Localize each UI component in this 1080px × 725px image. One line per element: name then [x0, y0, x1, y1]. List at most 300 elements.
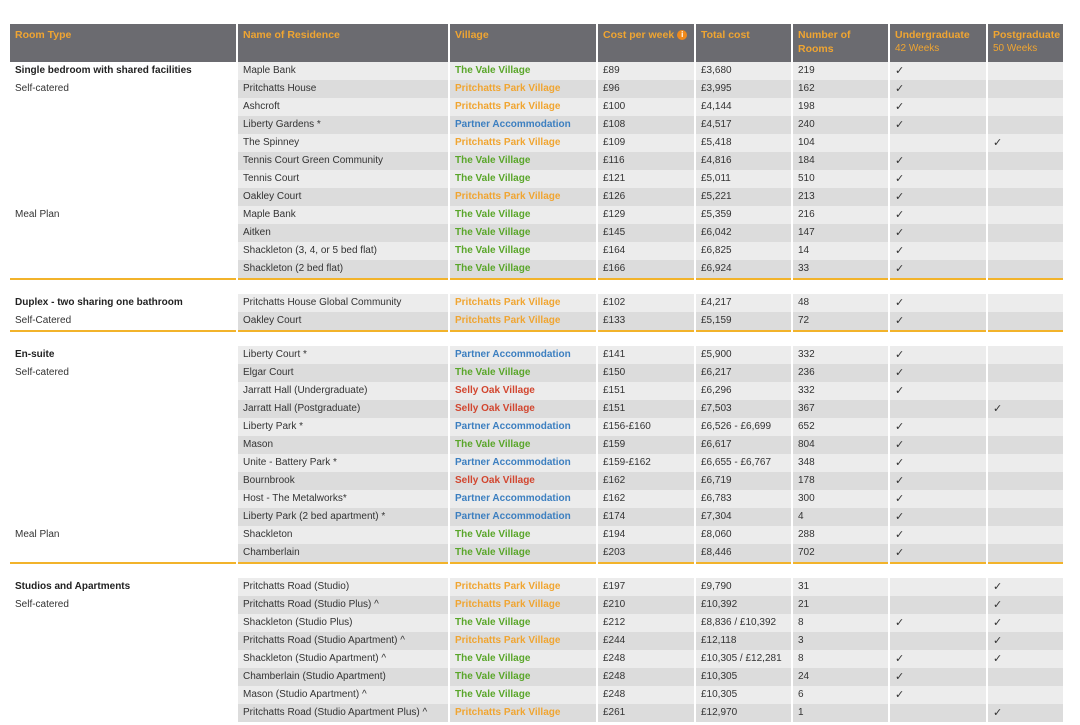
residence-name-cell: Pritchatts Road (Studio Plus) ^ — [237, 596, 449, 614]
total-cost-cell: £4,144 — [695, 98, 792, 116]
village-cell — [449, 614, 597, 632]
undergraduate-tick-cell: ✓ — [889, 312, 987, 331]
village-label: Pritchatts Park Village — [455, 191, 561, 202]
number-of-rooms-cell: 702 — [792, 544, 889, 563]
table-row — [10, 346, 1064, 364]
village-cell — [449, 454, 597, 472]
table-row — [10, 650, 1064, 668]
village-label: Pritchatts Park Village — [455, 635, 561, 646]
undergraduate-tick-cell: ✓ — [889, 614, 987, 632]
village-label: The Vale Village — [455, 689, 531, 700]
total-cost-cell: £10,305 — [695, 668, 792, 686]
postgraduate-tick-cell — [987, 294, 1064, 312]
residence-name-cell: Oakley Court — [237, 188, 449, 206]
undergraduate-tick-cell: ✓ — [889, 116, 987, 134]
postgraduate-tick-cell — [987, 152, 1064, 170]
cost-per-week-cell: £162 — [597, 472, 695, 490]
total-cost-cell: £6,783 — [695, 490, 792, 508]
village-cell — [449, 472, 597, 490]
total-cost-cell: £9,790 — [695, 578, 792, 596]
postgraduate-tick-cell — [987, 312, 1064, 331]
cost-per-week-cell: £151 — [597, 382, 695, 400]
residence-name-cell: Oakley Court — [237, 312, 449, 331]
room-type-cell: Single bedroom with shared facilities — [10, 62, 237, 80]
section-divider — [10, 563, 1064, 578]
table-body — [10, 62, 1064, 722]
room-type-cell — [10, 668, 237, 686]
table-row — [10, 152, 1064, 170]
undergraduate-tick-cell: ✓ — [889, 686, 987, 704]
residence-name-cell: Liberty Park * — [237, 418, 449, 436]
village-label: Pritchatts Park Village — [455, 137, 561, 148]
residence-name-cell: Pritchatts House — [237, 80, 449, 98]
cost-per-week-cell: £156-£160 — [597, 418, 695, 436]
table-row — [10, 170, 1064, 188]
village-cell — [449, 544, 597, 563]
number-of-rooms-cell: 33 — [792, 260, 889, 279]
postgraduate-tick-cell — [987, 526, 1064, 544]
table-row — [10, 596, 1064, 614]
village-label: Pritchatts Park Village — [455, 101, 561, 112]
cost-per-week-cell: £121 — [597, 170, 695, 188]
total-cost-cell: £6,719 — [695, 472, 792, 490]
cost-per-week-cell: £248 — [597, 650, 695, 668]
cost-per-week-cell: £89 — [597, 62, 695, 80]
residence-name-cell: Tennis Court Green Community — [237, 152, 449, 170]
postgraduate-tick-cell — [987, 242, 1064, 260]
number-of-rooms-cell: 219 — [792, 62, 889, 80]
village-label: The Vale Village — [455, 671, 531, 682]
cost-per-week-cell: £248 — [597, 686, 695, 704]
number-of-rooms-cell: 332 — [792, 346, 889, 364]
table-row — [10, 188, 1064, 206]
total-cost-cell: £5,011 — [695, 170, 792, 188]
village-label: Partner Accommodation — [455, 493, 571, 504]
table-row — [10, 134, 1064, 152]
col-village: Village — [449, 24, 597, 62]
postgraduate-tick-cell — [987, 188, 1064, 206]
village-label: Pritchatts Park Village — [455, 315, 561, 326]
postgraduate-tick-cell — [987, 436, 1064, 454]
village-cell — [449, 80, 597, 98]
undergraduate-tick-cell — [889, 134, 987, 152]
total-cost-cell: £5,359 — [695, 206, 792, 224]
undergraduate-tick-cell: ✓ — [889, 80, 987, 98]
village-cell — [449, 364, 597, 382]
total-cost-cell: £12,118 — [695, 632, 792, 650]
undergraduate-tick-cell: ✓ — [889, 490, 987, 508]
total-cost-cell: £6,924 — [695, 260, 792, 279]
village-label: The Vale Village — [455, 65, 531, 76]
table-row — [10, 472, 1064, 490]
residence-name-cell: Shackleton (2 bed flat) — [237, 260, 449, 279]
col-postgraduate-label: Postgraduate — [993, 29, 1061, 41]
village-label: Partner Accommodation — [455, 457, 571, 468]
undergraduate-tick-cell: ✓ — [889, 242, 987, 260]
village-label: The Vale Village — [455, 547, 531, 558]
village-cell — [449, 294, 597, 312]
table-row — [10, 704, 1064, 722]
village-cell — [449, 260, 597, 279]
village-cell — [449, 242, 597, 260]
room-type-cell: Duplex - two sharing one bathroom — [10, 294, 237, 312]
table-row — [10, 312, 1064, 331]
cost-per-week-cell: £159-£162 — [597, 454, 695, 472]
cost-per-week-cell: £150 — [597, 364, 695, 382]
postgraduate-tick-cell — [987, 686, 1064, 704]
undergraduate-tick-cell: ✓ — [889, 152, 987, 170]
room-type-cell: Self-Catered — [10, 312, 237, 331]
total-cost-cell: £4,217 — [695, 294, 792, 312]
residence-name-cell: Shackleton (Studio Apartment) ^ — [237, 650, 449, 668]
section-divider-cell — [10, 279, 1064, 294]
village-label: The Vale Village — [455, 653, 531, 664]
postgraduate-tick-cell — [987, 170, 1064, 188]
cost-per-week-cell: £159 — [597, 436, 695, 454]
number-of-rooms-cell: 184 — [792, 152, 889, 170]
table-row — [10, 80, 1064, 98]
village-cell — [449, 578, 597, 596]
number-of-rooms-cell: 213 — [792, 188, 889, 206]
room-type-cell — [10, 704, 237, 722]
village-cell — [449, 632, 597, 650]
cost-per-week-cell: £141 — [597, 346, 695, 364]
village-cell — [449, 152, 597, 170]
undergraduate-tick-cell: ✓ — [889, 436, 987, 454]
residence-name-cell: Pritchatts Road (Studio Apartment Plus) ^ — [237, 704, 449, 722]
village-label: The Vale Village — [455, 209, 531, 220]
village-cell — [449, 382, 597, 400]
undergraduate-tick-cell: ✓ — [889, 260, 987, 279]
cost-per-week-cell: £96 — [597, 80, 695, 98]
postgraduate-tick-cell: ✓ — [987, 632, 1064, 650]
residence-name-cell: Jarratt Hall (Undergraduate) — [237, 382, 449, 400]
total-cost-cell: £6,217 — [695, 364, 792, 382]
postgraduate-tick-cell: ✓ — [987, 578, 1064, 596]
table-row — [10, 418, 1064, 436]
room-type-cell: En-suite — [10, 346, 237, 364]
village-cell — [449, 400, 597, 418]
room-type-cell — [10, 382, 237, 400]
residence-table — [10, 24, 1065, 722]
postgraduate-tick-cell — [987, 418, 1064, 436]
number-of-rooms-cell: 240 — [792, 116, 889, 134]
cost-per-week-cell: £108 — [597, 116, 695, 134]
total-cost-cell: £5,418 — [695, 134, 792, 152]
village-cell — [449, 508, 597, 526]
undergraduate-tick-cell: ✓ — [889, 294, 987, 312]
room-type-cell: Studios and Apartments — [10, 578, 237, 596]
number-of-rooms-cell: 198 — [792, 98, 889, 116]
room-type-cell — [10, 472, 237, 490]
cost-per-week-cell: £174 — [597, 508, 695, 526]
village-cell — [449, 224, 597, 242]
table-row — [10, 62, 1064, 80]
village-label: Partner Accommodation — [455, 511, 571, 522]
table-row — [10, 206, 1064, 224]
postgraduate-tick-cell: ✓ — [987, 134, 1064, 152]
room-type-cell: Self-catered — [10, 596, 237, 614]
village-label: The Vale Village — [455, 529, 531, 540]
postgraduate-tick-cell: ✓ — [987, 614, 1064, 632]
table-row — [10, 294, 1064, 312]
village-cell — [449, 116, 597, 134]
number-of-rooms-cell: 4 — [792, 508, 889, 526]
cost-per-week-cell: £244 — [597, 632, 695, 650]
room-type-cell — [10, 544, 237, 563]
postgraduate-tick-cell — [987, 260, 1064, 279]
room-type-cell — [10, 614, 237, 632]
village-label: The Vale Village — [455, 617, 531, 628]
number-of-rooms-cell: 72 — [792, 312, 889, 331]
village-cell — [449, 418, 597, 436]
residence-name-cell: Chamberlain — [237, 544, 449, 563]
village-cell — [449, 526, 597, 544]
number-of-rooms-cell: 652 — [792, 418, 889, 436]
village-label: Pritchatts Park Village — [455, 707, 561, 718]
room-type-cell — [10, 400, 237, 418]
total-cost-cell: £3,995 — [695, 80, 792, 98]
room-type-cell — [10, 188, 237, 206]
village-label: The Vale Village — [455, 155, 531, 166]
residence-name-cell: Pritchatts Road (Studio Apartment) ^ — [237, 632, 449, 650]
residence-name-cell: Mason — [237, 436, 449, 454]
room-type-cell: Self-catered — [10, 80, 237, 98]
village-cell — [449, 62, 597, 80]
village-cell — [449, 596, 597, 614]
number-of-rooms-cell: 8 — [792, 650, 889, 668]
total-cost-cell: £3,680 — [695, 62, 792, 80]
section-divider — [10, 279, 1064, 294]
total-cost-cell: £10,305 / £12,281 — [695, 650, 792, 668]
postgraduate-tick-cell: ✓ — [987, 400, 1064, 418]
total-cost-cell: £5,900 — [695, 346, 792, 364]
table-row — [10, 116, 1064, 134]
total-cost-cell: £10,305 — [695, 686, 792, 704]
postgraduate-tick-cell — [987, 382, 1064, 400]
village-cell — [449, 188, 597, 206]
room-type-cell — [10, 632, 237, 650]
number-of-rooms-cell: 31 — [792, 578, 889, 596]
room-type-cell — [10, 224, 237, 242]
postgraduate-tick-cell: ✓ — [987, 596, 1064, 614]
number-of-rooms-cell: 804 — [792, 436, 889, 454]
room-type-cell — [10, 436, 237, 454]
number-of-rooms-cell: 48 — [792, 294, 889, 312]
village-label: Pritchatts Park Village — [455, 83, 561, 94]
residence-name-cell: Tennis Court — [237, 170, 449, 188]
room-type-cell — [10, 170, 237, 188]
undergraduate-tick-cell: ✓ — [889, 188, 987, 206]
col-room-type: Room Type — [10, 24, 237, 62]
cost-per-week-cell: £212 — [597, 614, 695, 632]
total-cost-cell: £6,655 - £6,767 — [695, 454, 792, 472]
cost-per-week-cell: £129 — [597, 206, 695, 224]
residence-name-cell: Chamberlain (Studio Apartment) — [237, 668, 449, 686]
postgraduate-tick-cell — [987, 508, 1064, 526]
village-cell — [449, 206, 597, 224]
room-type-cell — [10, 686, 237, 704]
village-label: Partner Accommodation — [455, 119, 571, 130]
cost-per-week-cell: £166 — [597, 260, 695, 279]
cost-per-week-cell: £126 — [597, 188, 695, 206]
section-divider — [10, 331, 1064, 346]
undergraduate-tick-cell — [889, 400, 987, 418]
room-type-cell — [10, 116, 237, 134]
village-label: The Vale Village — [455, 173, 531, 184]
village-cell — [449, 170, 597, 188]
undergraduate-tick-cell: ✓ — [889, 62, 987, 80]
col-undergraduate-weeks: 42 Weeks — [895, 43, 940, 54]
table-row — [10, 614, 1064, 632]
residence-name-cell: Host - The Metalworks* — [237, 490, 449, 508]
total-cost-cell: £4,517 — [695, 116, 792, 134]
table-row — [10, 668, 1064, 686]
table-row — [10, 632, 1064, 650]
village-label: The Vale Village — [455, 227, 531, 238]
village-cell — [449, 704, 597, 722]
table-row — [10, 544, 1064, 563]
col-total-cost: Total cost — [695, 24, 792, 62]
number-of-rooms-cell: 332 — [792, 382, 889, 400]
residence-name-cell: Mason (Studio Apartment) ^ — [237, 686, 449, 704]
room-type-cell — [10, 242, 237, 260]
residence-name-cell: The Spinney — [237, 134, 449, 152]
room-type-cell — [10, 490, 237, 508]
cost-per-week-cell: £203 — [597, 544, 695, 563]
number-of-rooms-cell: 288 — [792, 526, 889, 544]
residence-name-cell: Maple Bank — [237, 62, 449, 80]
postgraduate-tick-cell — [987, 206, 1064, 224]
number-of-rooms-cell: 216 — [792, 206, 889, 224]
cost-per-week-cell: £194 — [597, 526, 695, 544]
village-label: Selly Oak Village — [455, 385, 535, 396]
undergraduate-tick-cell: ✓ — [889, 668, 987, 686]
postgraduate-tick-cell — [987, 454, 1064, 472]
residence-name-cell: Shackleton (Studio Plus) — [237, 614, 449, 632]
undergraduate-tick-cell — [889, 632, 987, 650]
room-type-cell — [10, 508, 237, 526]
table-row — [10, 508, 1064, 526]
undergraduate-tick-cell: ✓ — [889, 224, 987, 242]
section-divider-cell — [10, 331, 1064, 346]
number-of-rooms-cell: 21 — [792, 596, 889, 614]
total-cost-cell: £6,042 — [695, 224, 792, 242]
undergraduate-tick-cell: ✓ — [889, 98, 987, 116]
village-label: Partner Accommodation — [455, 349, 571, 360]
total-cost-cell: £4,816 — [695, 152, 792, 170]
postgraduate-tick-cell — [987, 472, 1064, 490]
number-of-rooms-cell: 3 — [792, 632, 889, 650]
postgraduate-tick-cell — [987, 364, 1064, 382]
cost-per-week-cell: £197 — [597, 578, 695, 596]
undergraduate-tick-cell — [889, 578, 987, 596]
number-of-rooms-cell: 24 — [792, 668, 889, 686]
room-type-cell — [10, 454, 237, 472]
total-cost-cell: £8,836 / £10,392 — [695, 614, 792, 632]
undergraduate-tick-cell: ✓ — [889, 346, 987, 364]
total-cost-cell: £7,503 — [695, 400, 792, 418]
table-row — [10, 260, 1064, 279]
number-of-rooms-cell: 8 — [792, 614, 889, 632]
room-type-cell: Meal Plan — [10, 526, 237, 544]
residence-name-cell: Liberty Park (2 bed apartment) * — [237, 508, 449, 526]
number-of-rooms-cell: 367 — [792, 400, 889, 418]
col-cost-per-week-label: Cost per week — [603, 29, 675, 41]
cost-per-week-cell: £248 — [597, 668, 695, 686]
residence-name-cell: Liberty Gardens * — [237, 116, 449, 134]
table-row — [10, 686, 1064, 704]
col-undergraduate-label: Undergraduate — [895, 29, 970, 41]
total-cost-cell: £6,825 — [695, 242, 792, 260]
total-cost-cell: £5,159 — [695, 312, 792, 331]
table-row — [10, 578, 1064, 596]
total-cost-cell: £6,526 - £6,699 — [695, 418, 792, 436]
table-row — [10, 364, 1064, 382]
village-cell — [449, 686, 597, 704]
residence-name-cell: Unite - Battery Park * — [237, 454, 449, 472]
cost-per-week-cell: £210 — [597, 596, 695, 614]
number-of-rooms-cell: 162 — [792, 80, 889, 98]
number-of-rooms-cell: 6 — [792, 686, 889, 704]
col-number-of-rooms: Number of Rooms — [792, 24, 889, 62]
undergraduate-tick-cell: ✓ — [889, 364, 987, 382]
village-label: The Vale Village — [455, 367, 531, 378]
table-row — [10, 400, 1064, 418]
village-cell — [449, 436, 597, 454]
village-cell — [449, 98, 597, 116]
number-of-rooms-cell: 147 — [792, 224, 889, 242]
village-label: Selly Oak Village — [455, 403, 535, 414]
table-row — [10, 98, 1064, 116]
village-label: Pritchatts Park Village — [455, 297, 561, 308]
table-row — [10, 382, 1064, 400]
number-of-rooms-cell: 236 — [792, 364, 889, 382]
residence-name-cell: Elgar Court — [237, 364, 449, 382]
postgraduate-tick-cell — [987, 224, 1064, 242]
total-cost-cell: £6,617 — [695, 436, 792, 454]
col-cost-per-week — [597, 24, 695, 62]
village-cell — [449, 134, 597, 152]
number-of-rooms-cell: 14 — [792, 242, 889, 260]
village-cell — [449, 668, 597, 686]
village-cell — [449, 650, 597, 668]
undergraduate-tick-cell: ✓ — [889, 508, 987, 526]
undergraduate-tick-cell: ✓ — [889, 472, 987, 490]
cost-per-week-cell: £162 — [597, 490, 695, 508]
info-icon[interactable]: i — [677, 30, 687, 40]
cost-per-week-cell: £109 — [597, 134, 695, 152]
postgraduate-tick-cell — [987, 98, 1064, 116]
postgraduate-tick-cell — [987, 116, 1064, 134]
number-of-rooms-cell: 510 — [792, 170, 889, 188]
village-label: Pritchatts Park Village — [455, 581, 561, 592]
room-type-cell: Meal Plan — [10, 206, 237, 224]
number-of-rooms-cell: 348 — [792, 454, 889, 472]
room-type-cell — [10, 152, 237, 170]
table-row — [10, 490, 1064, 508]
number-of-rooms-cell: 300 — [792, 490, 889, 508]
village-label: Selly Oak Village — [455, 475, 535, 486]
residence-name-cell: Bournbrook — [237, 472, 449, 490]
col-postgraduate — [987, 24, 1064, 62]
village-label: The Vale Village — [455, 263, 531, 274]
undergraduate-tick-cell — [889, 704, 987, 722]
village-cell — [449, 490, 597, 508]
col-postgraduate-weeks: 50 Weeks — [993, 43, 1038, 54]
table-row — [10, 242, 1064, 260]
room-type-cell — [10, 134, 237, 152]
